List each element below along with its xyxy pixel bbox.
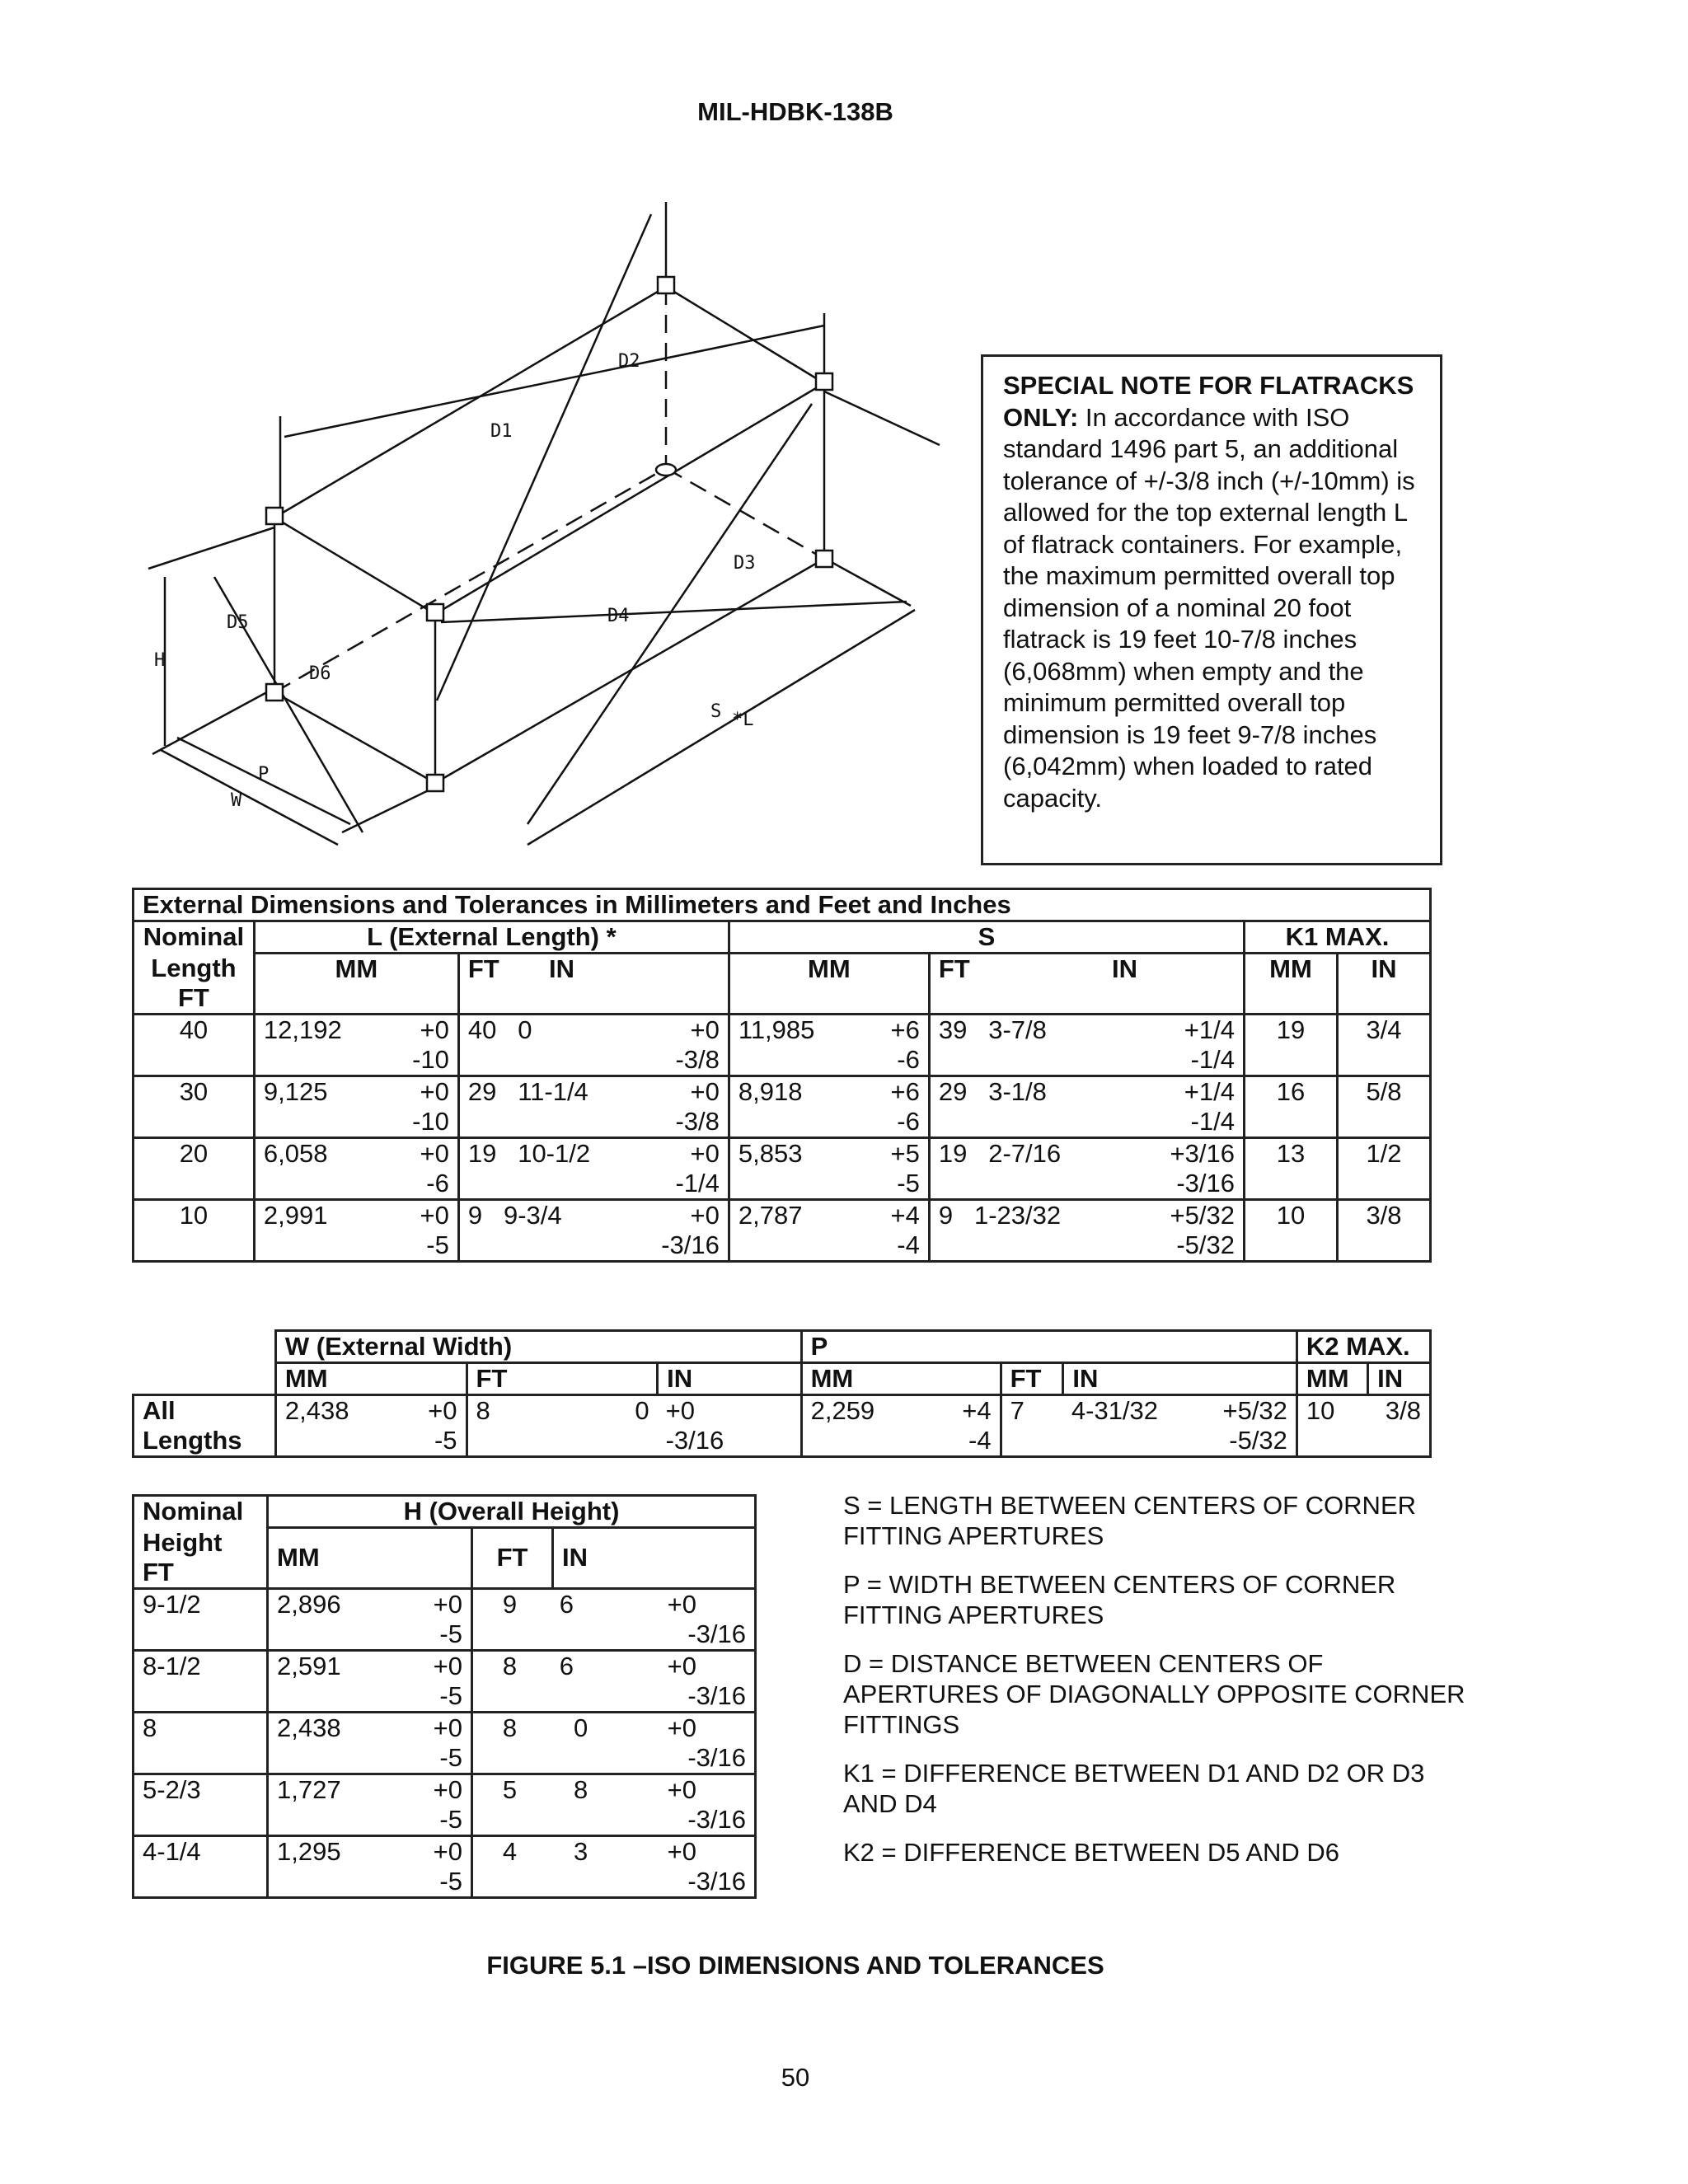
special-note-box <box>981 354 1442 865</box>
corner-fitting <box>816 551 832 567</box>
dim-w-line <box>161 750 338 845</box>
label-d3: D3 <box>734 553 756 574</box>
label-d5: D5 <box>227 612 249 633</box>
table-row: 20 6,058 +0 -6 19 10-1/2 +0 -1/4 5,853 +5 -5 19 2-7/16 +3/16 -3/16 13 1/2 <box>134 1137 1431 1199</box>
corner-fitting <box>427 604 443 621</box>
table-row: 40 12,192 +0 -10 40 0 +0 -3/8 11,985 +6 -6 39 3-7/8 +1/4 -1/4 19 3/4 <box>134 1014 1431 1076</box>
page-number: 50 <box>781 2063 810 2092</box>
corner-fitting <box>427 775 443 791</box>
header-nominal-height: Nominal <box>134 1496 268 1528</box>
table-row: 9-1/2 2,896 +0 -5 9 6 +0 -3/16 <box>134 1588 756 1650</box>
label-d1: D1 <box>490 421 513 442</box>
corner-fitting <box>656 464 676 476</box>
label-l: *L <box>732 710 754 730</box>
header-s-ft-in: FT IN <box>929 954 1244 1015</box>
label-s: S <box>710 701 722 722</box>
header-nominal: Nominal <box>134 921 255 954</box>
header-k1: K1 MAX. <box>1245 921 1431 954</box>
table-row: 8-1/2 2,591 +0 -5 8 6 +0 -3/16 <box>134 1650 756 1712</box>
hidden-bottom-long-edge <box>274 468 666 692</box>
header-l-ft-in: FT IN <box>458 954 729 1015</box>
corner-fitting <box>658 277 674 293</box>
definitions-list <box>843 1490 1470 1886</box>
header-l: L (External Length) * <box>254 921 729 954</box>
bottom-front-short-edge <box>274 692 435 783</box>
corner-fitting <box>266 684 283 701</box>
header-k1-mm: MM <box>1245 954 1338 1015</box>
corner-fitting <box>816 373 832 390</box>
label-p: P <box>258 764 270 785</box>
definition-d: D = DISTANCE BETWEEN CENTERS OF APERTURES OF DIAGONALLY OPPOSITE CORNER FITTINGS <box>843 1649 1465 1739</box>
top-back-long-edge <box>435 383 824 614</box>
figure-caption: FIGURE 5.1 –ISO DIMENSIONS AND TOLERANCES <box>486 1951 1104 1980</box>
table-row: 10 2,991 +0 -5 9 9-3/4 +0 -3/16 2,787 +4 -4 9 1-23/32 +5/32 -5/32 10 3/8 <box>134 1199 1431 1261</box>
dim-d2-line <box>284 326 824 437</box>
hidden-bottom-short-edge <box>666 468 824 559</box>
table-row: 8 2,438 +0 -5 8 0 +0 -3/16 <box>134 1712 756 1774</box>
definition-p: P = WIDTH BETWEEN CENTERS OF CORNER FITTING APERTURES <box>843 1570 1396 1629</box>
table-row: 30 9,125 +0 -10 29 11-1/4 +0 -3/8 8,918 +6 -6 29 3-1/8 +1/4 -1/4 16 5/8 <box>134 1076 1431 1137</box>
header-s-mm: MM <box>729 954 929 1015</box>
label-d6: D6 <box>309 663 331 684</box>
label-w: W <box>231 790 242 811</box>
table-title: External Dimensions and Tolerances in Millimeters and Feet and Inches <box>134 889 1431 921</box>
height-table: Nominal H (Overall Height) Height FT MM FT IN 9-1/2 2,896 +0 -5 9 6 +0 -3/16 8-1/2 2,591 +0 -5 8 6 +0 -3/16 8 2,438 +0 -5 8 0 +0 -3/16 5-2/3 1,727 +0 -5 5 8 +0 -3/16 4-1/4 1,295 +0 -5 4 3 +0 -3/16 <box>132 1494 757 1899</box>
header-k2: K2 MAX. <box>1296 1331 1430 1363</box>
bottom-front-long-edge <box>435 559 824 783</box>
header-length-ft: Length FT <box>134 954 255 1015</box>
top-back-short-edge <box>666 287 824 383</box>
definition-s: S = LENGTH BETWEEN CENTERS OF CORNER FITTING APERTURES <box>843 1491 1417 1550</box>
header-p: P <box>801 1331 1296 1363</box>
header-h: H (Overall Height) <box>268 1496 756 1528</box>
table-row: All Lengths 2,438 +0 -5 8 0 +0 -3/16 2,259 +4 -4 7 4-31/32 +5/32 -5/32 10 3/8 <box>134 1395 1431 1457</box>
document-header: MIL-HDBK-138B <box>697 97 893 126</box>
container-dimension-drawing <box>140 190 956 865</box>
width-table: W (External Width) P K2 MAX. MM FT IN MM FT IN MM IN All Lengths 2,438 +0 -5 8 0 +0 -3/16 2,259 +4 -4 7 4-31/32 +5/32 -5/32 10 3/8 <box>132 1329 1432 1458</box>
header-w: W (External Width) <box>275 1331 801 1363</box>
dim-d1-line <box>437 214 651 701</box>
top-front-short-edge <box>274 518 435 614</box>
external-dimensions-table <box>132 888 1432 1263</box>
header-k1-in: IN <box>1338 954 1431 1015</box>
dim-d4-line <box>441 602 907 622</box>
header-l-mm: MM <box>254 954 458 1015</box>
top-front-long-edge <box>274 287 666 518</box>
note-heading: SPECIAL NOTE FOR FLATRACKS ONLY: <box>1003 371 1414 432</box>
corner-fitting <box>266 508 283 524</box>
dim-s-line <box>528 610 915 845</box>
label-h: H <box>154 650 166 671</box>
table-row: 4-1/4 1,295 +0 -5 4 3 +0 -3/16 <box>134 1835 756 1897</box>
table-row: 5-2/3 1,727 +0 -5 5 8 +0 -3/16 <box>134 1774 756 1835</box>
definition-k2: K2 = DIFFERENCE BETWEEN D5 AND D6 <box>843 1838 1340 1867</box>
definition-k1: K1 = DIFFERENCE BETWEEN D1 AND D2 OR D3 AND D4 <box>843 1759 1425 1818</box>
label-d4: D4 <box>607 606 630 626</box>
label-d2: D2 <box>618 351 640 372</box>
header-s: S <box>729 921 1244 954</box>
note-text: In accordance with ISO standard 1496 part 5, an additional tolerance of +/-3/8 inch (+/-10mm) is allowed for the top external length L of flatrack containers. For example, the maximum permitted overall top dimension of a nominal 20 foot flatrack is 19 feet 10-7/8 inches (6,068mm) when empty and the minimum permitted overall top dimension is 19 feet 9-7/8 inches (6,042mm) when loaded to rated capacity. <box>1003 402 1415 813</box>
